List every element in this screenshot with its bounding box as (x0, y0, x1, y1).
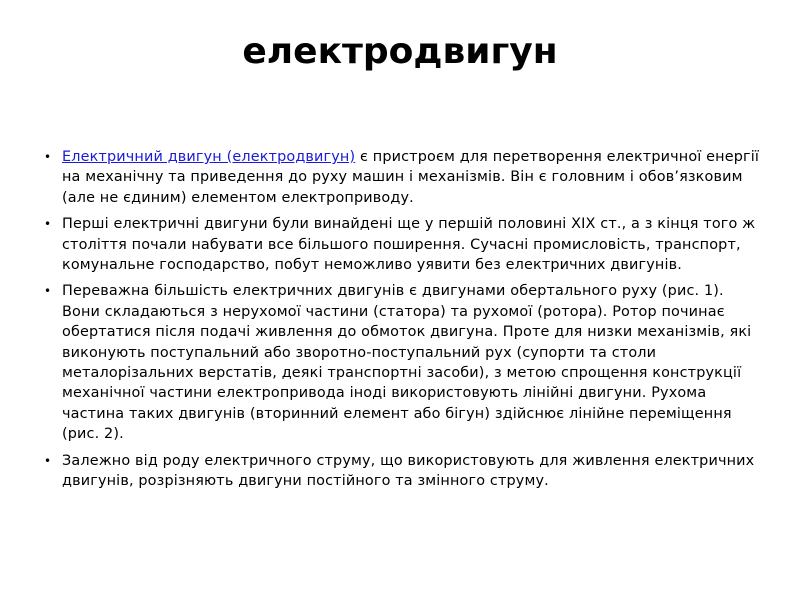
list-item (44, 147, 764, 208)
list-item (44, 451, 764, 492)
bullet-icon: • (44, 284, 52, 299)
bullet-text: є пристроєм для перетворення електричної енергії на механічну та приведення до руху машин і механізмів. Він є головним і обов’язковим (але не єдиним) елементом електроприводу. (62, 149, 760, 206)
electric-motor-link[interactable]: Електричний двигун (електродвигун) (62, 149, 356, 165)
bullet-icon: • (44, 217, 52, 232)
bullet-text: Переважна більшість електричних двигунів є двигунами обертального руху (рис. 1). Вони складаються з нерухомої частини (статора) та рухомої (ротора). Ротор починає обертатися після подачі живлення до обмоток двигуна. Проте для низки механізмів, які виконують поступальний або зворотно-поступальний рух (супорти та столи металорізальних верстатів, деякі транспортні засоби), з метою спрощення конструкції механічної частини електропривода іноді використовують лінійні двигуни. Рухома частина таких двигунів (вторинний елемент або бігун) здійснює лінійне переміщення (рис. 2). (62, 283, 752, 443)
list-item (44, 214, 764, 275)
bullet-icon: • (44, 150, 52, 164)
bullet-text: Залежно від роду електричного струму, що використовують для живлення електричних двигунів, розрізняють двигуни постійного та змінного струму. (62, 452, 755, 490)
bullet-list (44, 147, 764, 498)
bullet-text: Перші електричні двигуни були винайдені ще у першій половині XIX ст., а з кінця того ж століття почали набувати все більшого поширення. Сучасні промисловість, транспорт, комунальне господарство, побут неможливо уявити без електричних двигунів. (62, 216, 756, 274)
list-item (44, 281, 764, 444)
bullet-icon: • (44, 453, 52, 468)
slide-title: електродвигун (242, 31, 558, 72)
